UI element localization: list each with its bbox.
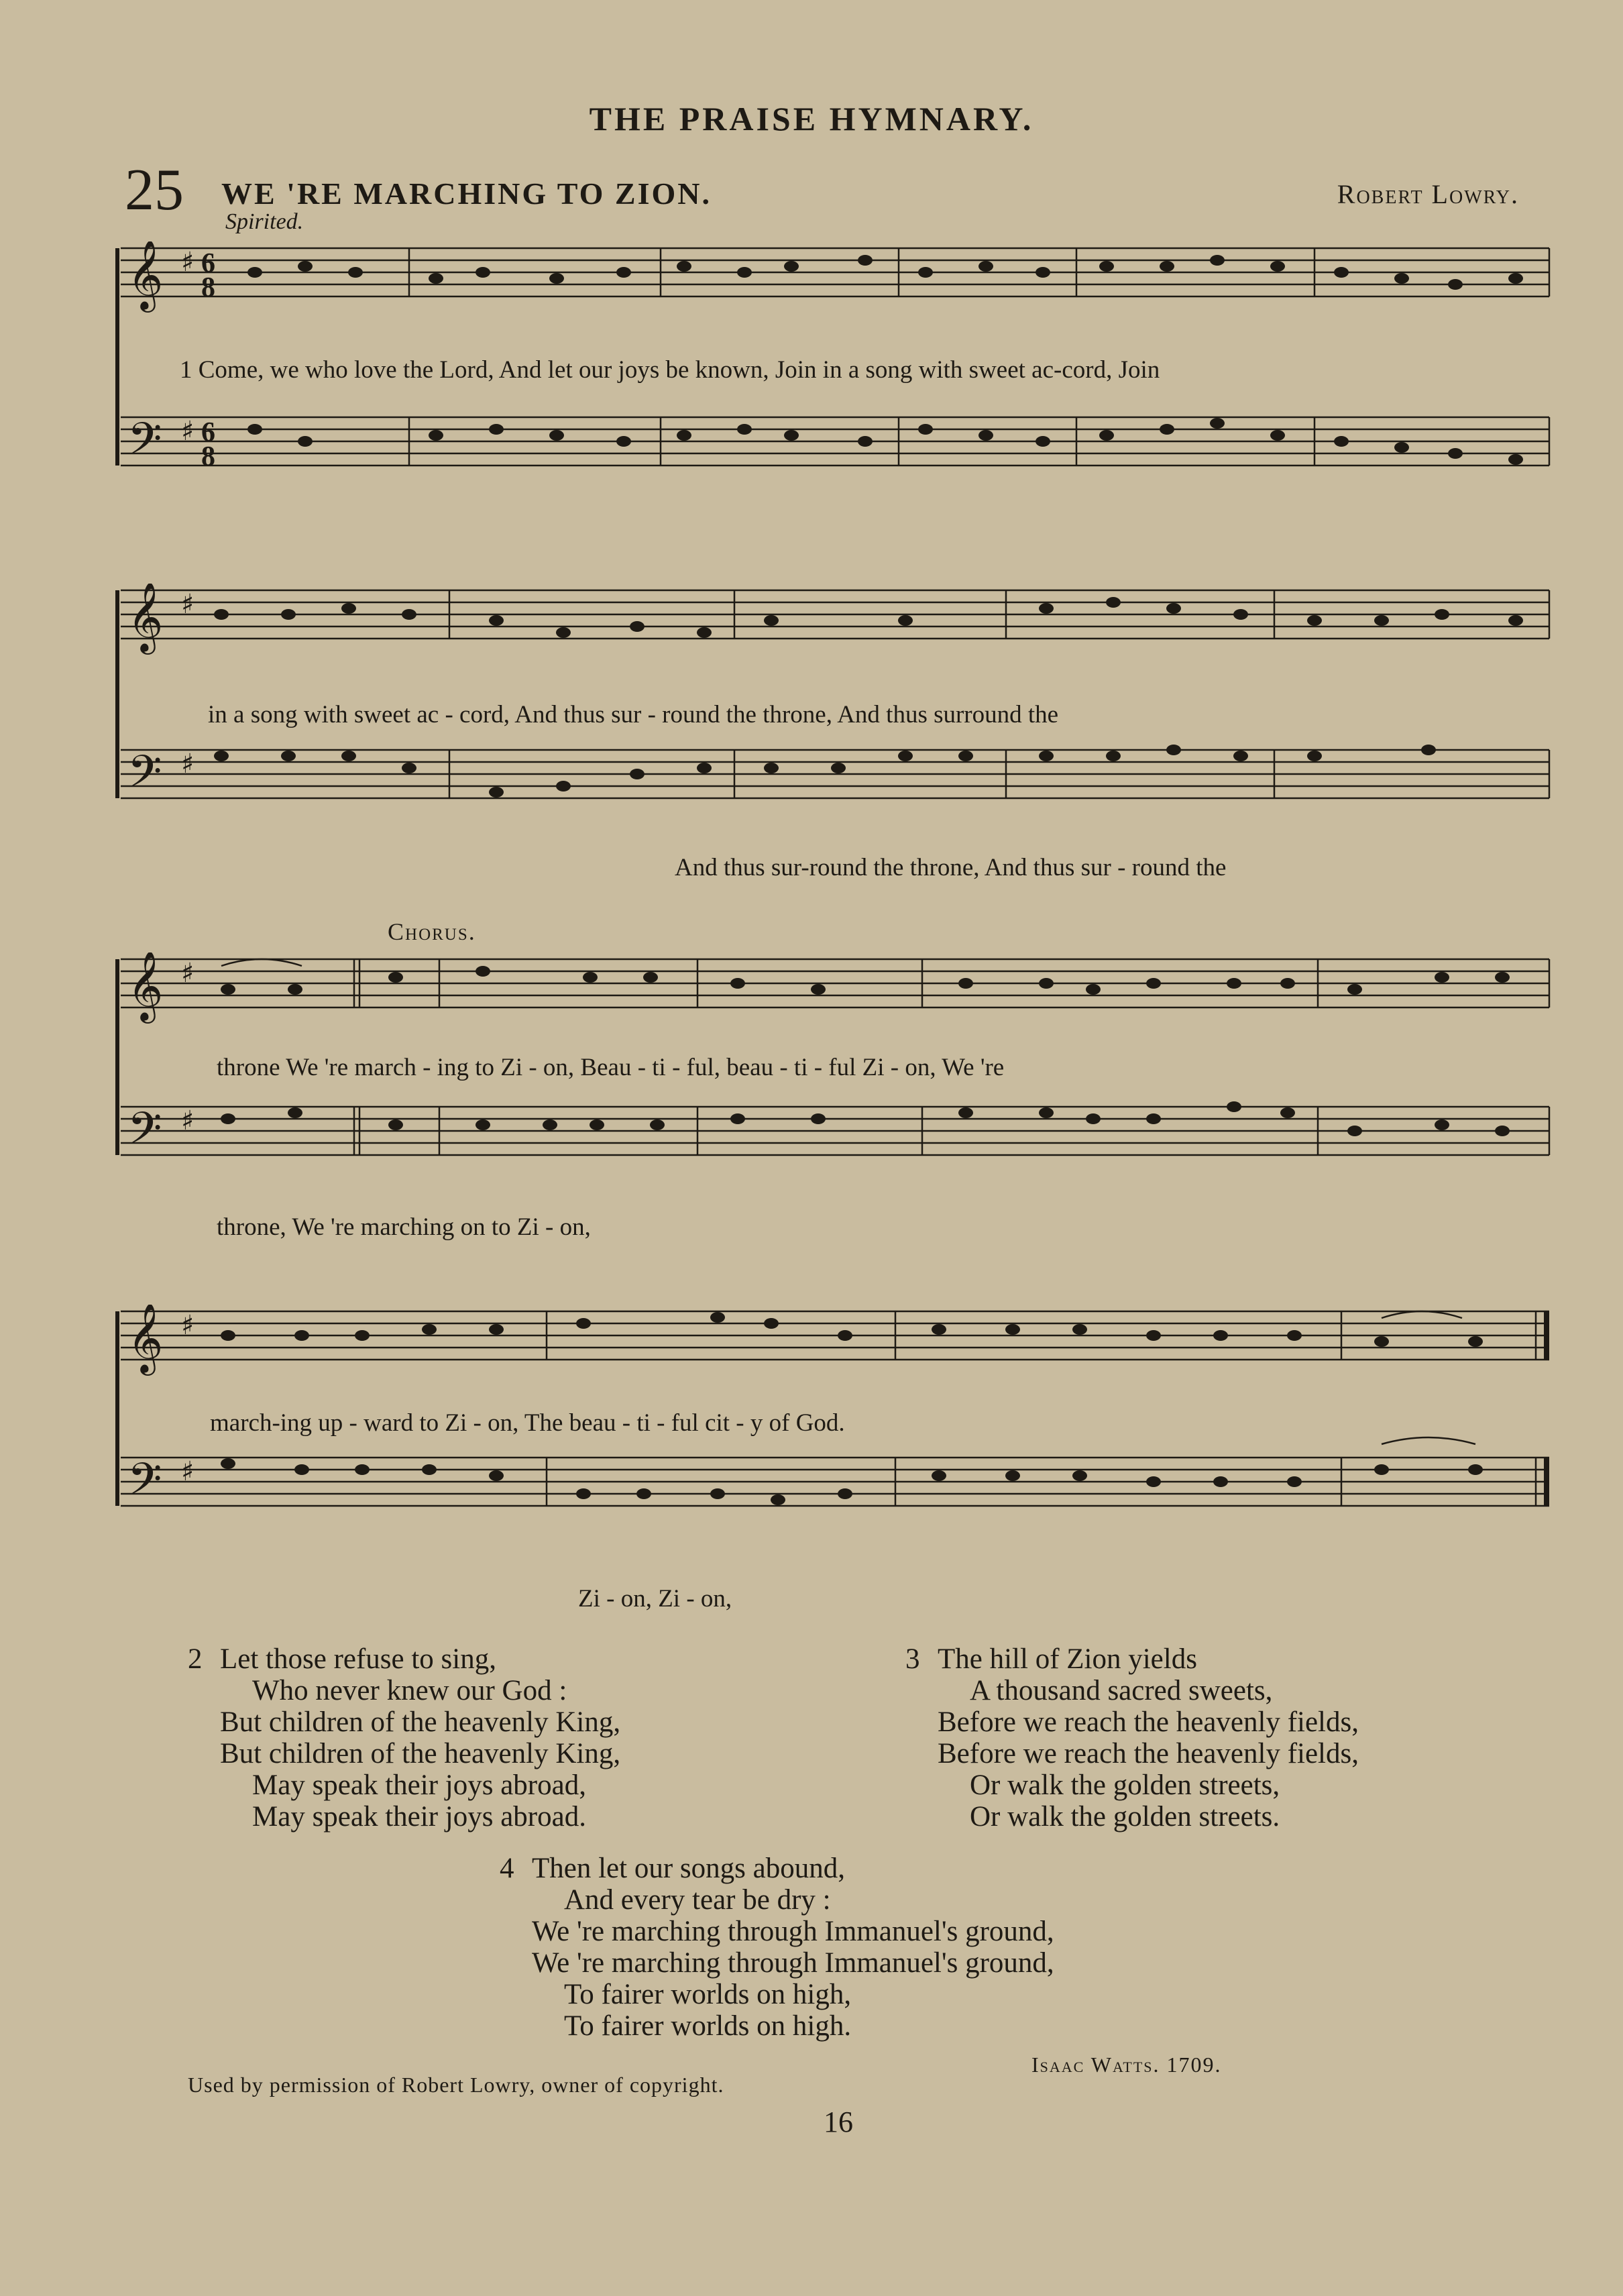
svg-text:8: 8 (201, 272, 215, 303)
verse-3 (905, 1643, 1482, 1833)
copyright-footnote: Used by permission of Robert Lowry, owner of copyright. (188, 2073, 724, 2097)
lyrics-system-4: march-ing up - ward to Zi - on, The beau - ti - ful cit - y of God. (210, 1409, 845, 1437)
verse-line: Who never knew our God : (252, 1675, 567, 1706)
verse-line: To fairer worlds on high, (564, 1979, 852, 2010)
lyrics-system-3: throne We 're march - ing to Zi - on, Beau - ti - ful, beau - ti - ful Zi - on, We 're (217, 1054, 1005, 1081)
svg-text:𝄞: 𝄞 (127, 952, 164, 1021)
svg-text:♯: ♯ (181, 1105, 194, 1136)
verse-line: Or walk the golden streets, (970, 1769, 1280, 1801)
svg-text:𝄞: 𝄞 (127, 1305, 164, 1373)
page-number: 16 (824, 2106, 853, 2138)
lyrics-system-4-bass: Zi - on, Zi - on, (578, 1585, 732, 1612)
running-head: THE PRAISE HYMNARY. (589, 100, 1034, 138)
music-system-4 (0, 1305, 1623, 1586)
composer-credit: Robert Lowry. (1337, 179, 1519, 209)
svg-text:♯: ♯ (181, 749, 194, 779)
svg-text:♯: ♯ (181, 1456, 194, 1487)
lyrics-system-2-bass: And thus sur-round the throne, And thus sur - round the (675, 854, 1227, 881)
verse-line: Before we reach the heavenly fields, (938, 1738, 1359, 1769)
svg-text:♯: ♯ (181, 416, 194, 447)
svg-text:𝄞: 𝄞 (127, 241, 164, 310)
svg-text:6: 6 (201, 417, 215, 448)
svg-text:8: 8 (201, 441, 215, 472)
verse-line: A thousand sacred sweets, (970, 1675, 1273, 1706)
hymn-number: 25 (125, 158, 184, 223)
music-system-1 (0, 241, 1623, 557)
verse-line: Or walk the golden streets. (970, 1801, 1280, 1833)
verse-line: But children of the heavenly King, (220, 1738, 621, 1769)
svg-text:𝄢: 𝄢 (127, 1454, 162, 1516)
svg-text:𝄢: 𝄢 (127, 1103, 162, 1165)
lyrics-system-2: in a song with sweet ac - cord, And thus sur - round the throne, And thus surround the (208, 701, 1059, 728)
lyrics-system-3-bass: throne, We 're marching on to Zi - on, (217, 1213, 591, 1241)
verse-line: To fairer worlds on high. (564, 2010, 852, 2042)
svg-text:♯: ♯ (181, 958, 194, 989)
svg-text:6: 6 (201, 248, 215, 279)
author-attribution: Isaac Watts. 1709. (1031, 2053, 1222, 2077)
verse-line: We 're marching through Immanuel's ground, (532, 1916, 1054, 1947)
lyrics-system-1: 1 Come, we who love the Lord, And let our joys be known, Join in a song with sweet ac-cord, Join (180, 356, 1160, 384)
tempo-marking: Spirited. (225, 209, 304, 234)
verse-line: The hill of Zion yields (938, 1643, 1197, 1675)
verse-line: But children of the heavenly King, (220, 1706, 621, 1738)
verse-number: 3 (905, 1643, 920, 1675)
svg-text:♯: ♯ (181, 247, 194, 278)
verse-line: We 're marching through Immanuel's ground, (532, 1947, 1054, 1979)
verse-4 (500, 1853, 1237, 2042)
chorus-label: Chorus. (388, 918, 476, 945)
verse-number: 2 (188, 1643, 203, 1675)
verse-line: May speak their joys abroad, (252, 1769, 586, 1801)
verse-line: Then let our songs abound, (532, 1853, 845, 1884)
svg-text:♯: ♯ (181, 589, 194, 620)
svg-text:♯: ♯ (181, 1310, 194, 1341)
svg-text:𝄞: 𝄞 (127, 584, 164, 652)
verse-line: May speak their joys abroad. (252, 1801, 586, 1833)
svg-text:𝄢: 𝄢 (127, 413, 162, 476)
hymn-title: WE 'RE MARCHING TO ZION. (221, 176, 712, 211)
verse-2 (188, 1643, 697, 1833)
verse-number: 4 (500, 1853, 514, 1884)
verse-line: Before we reach the heavenly fields, (938, 1706, 1359, 1738)
svg-text:𝄢: 𝄢 (127, 746, 162, 808)
verse-line: Let those refuse to sing, (220, 1643, 496, 1675)
music-system-3 (0, 952, 1623, 1221)
verse-line: And every tear be dry : (564, 1884, 831, 1916)
